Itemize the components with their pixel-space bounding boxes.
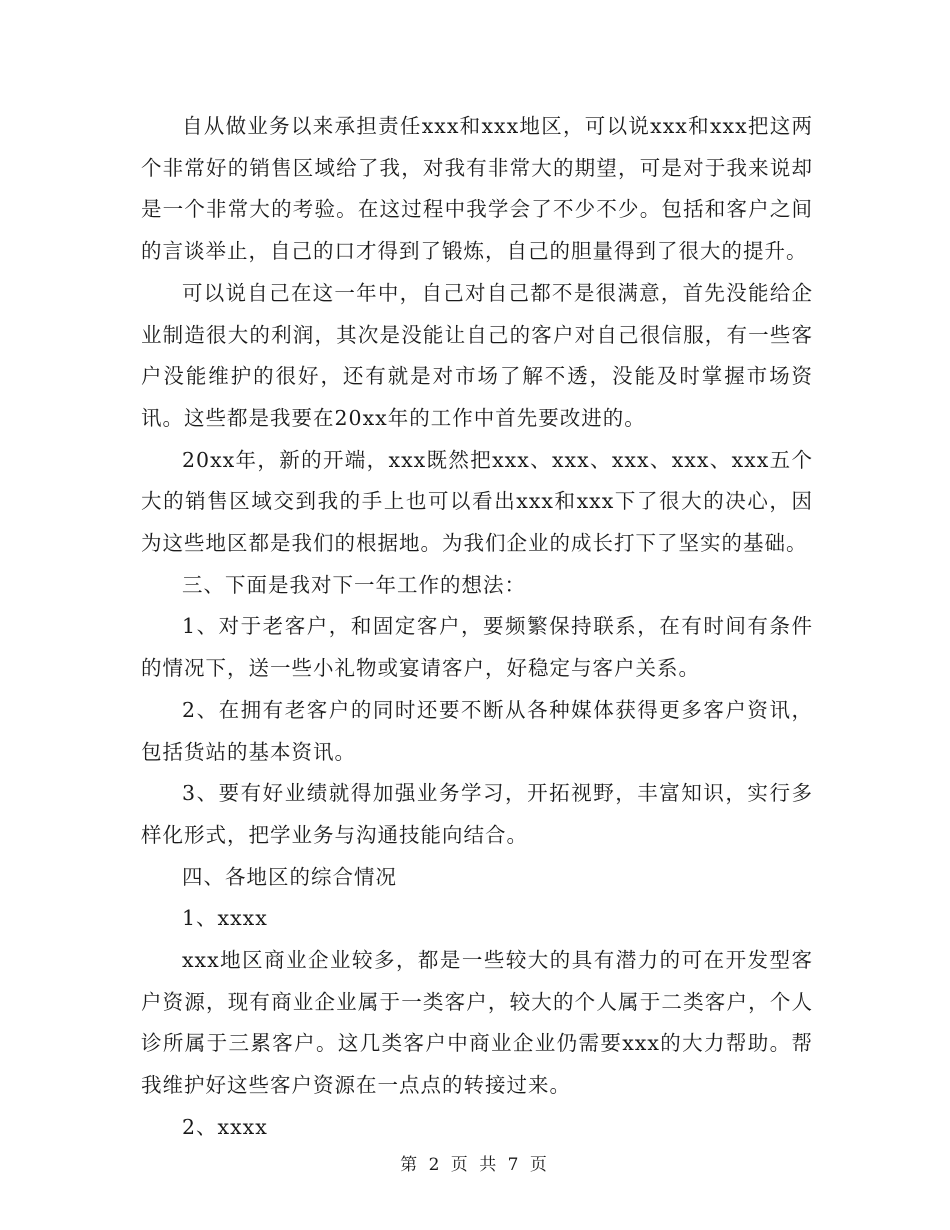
page-number-footer: 第 2 页 共 7 页 <box>400 1155 550 1175</box>
list-item-plan-2: 2、在拥有老客户的同时还要不断从各种媒体获得更多客户资讯，包括货站的基本资讯。 <box>141 697 813 764</box>
list-item-plan-3: 3、要有好业绩就得加强业务学习，开拓视野，丰富知识，实行多样化形式，把学业务与沟通技能向结合。 <box>141 781 813 847</box>
list-item-plan-1: 1、对于老客户，和固定客户，要频繁保持联系，在有时间有条件的情况下，送一些小礼物或宴请客户，好稳定与客户关系。 <box>141 614 813 681</box>
section-heading-regions: 四、各地区的综合情况 <box>182 864 397 889</box>
paragraph-self-assessment: 可以说自己在这一年中，自己对自己都不是很满意，首先没能给企业制造很大的利润，其次是没能让自己的客户对自己很信服，有一些客户没能维护的很好，还有就是对市场了解不透，没能及时掌握市场资讯。这些都是我要在20xx年的工作中首先要改进的。 <box>141 280 813 430</box>
subheading-region-1: 1、xxxx <box>182 906 268 931</box>
paragraph-responsibility: 自从做业务以来承担责任xxx和xxx地区，可以说xxx和xxx把这两个非常好的销售区域给了我，对我有非常大的期望，可是对于我来说却是一个非常大的考验。在这过程中我学会了不少不少。包括和客户之间的言谈举止，自己的口才得到了锻炼，自己的胆量得到了很大的提升。 <box>141 114 813 264</box>
document-body <box>141 106 813 1149</box>
section-heading-next-year-plan: 三、下面是我对下一年工作的想法： <box>182 572 526 597</box>
subheading-region-2: 2、xxxx <box>182 1114 268 1139</box>
paragraph-new-beginning: 20xx年，新的开端，xxx既然把xxx、xxx、xxx、xxx、xxx五个大的销售区域交到我的手上也可以看出xxx和xxx下了很大的决心，因为这些地区都是我们的根据地。为我们企业的成长打下了坚实的基础。 <box>141 447 813 556</box>
paragraph-region-1-detail: xxx地区商业企业较多，都是一些较大的具有潜力的可在开发型客户资源，现有商业企业属于一类客户，较大的个人属于二类客户，个人诊所属于三累客户。这几类客户中商业企业仍需要xxx的大力帮助。帮我维护好这些客户资源在一点点的转接过来。 <box>141 948 813 1098</box>
